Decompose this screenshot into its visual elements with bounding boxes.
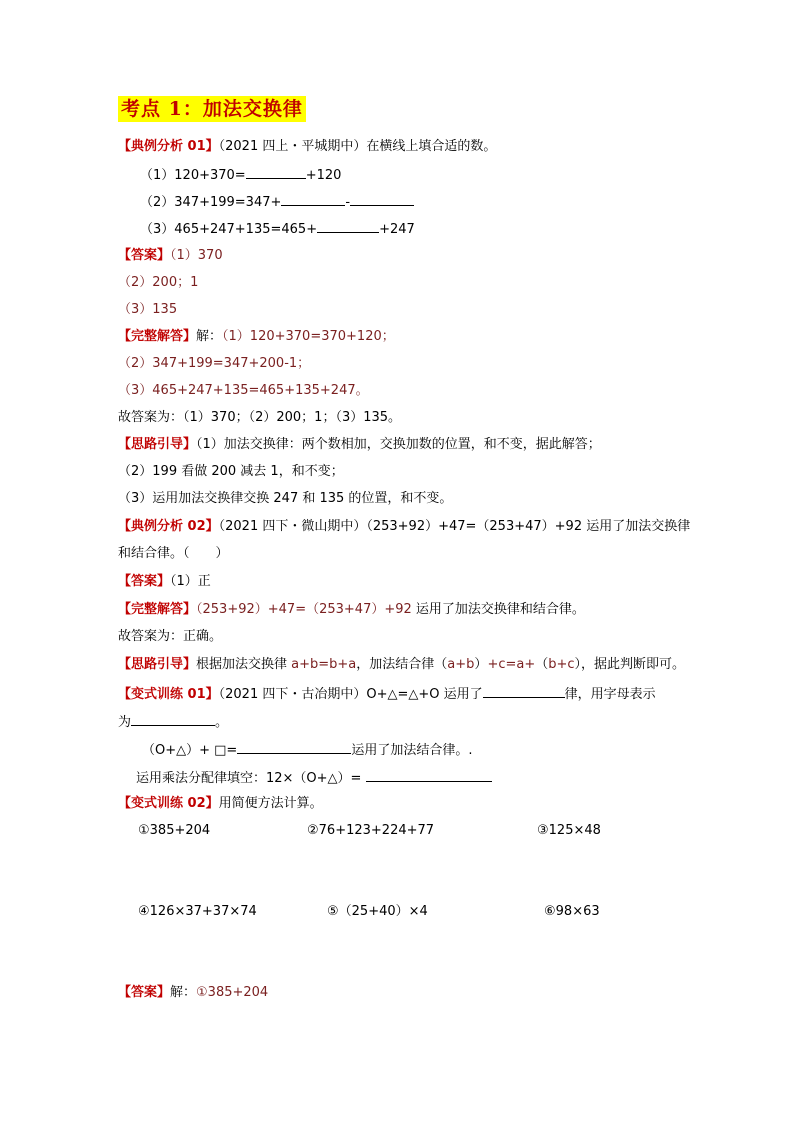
solution-tag: 【完整解答】 <box>118 602 197 617</box>
sub-question-3 <box>140 219 415 239</box>
sub-question-text: - <box>345 195 351 210</box>
solution-text: （3）465+247+135=465+135+247。 <box>118 383 369 398</box>
sub-question-text: （3）465+247+135=465+ <box>140 222 318 237</box>
answer-blank[interactable] <box>317 219 379 233</box>
hint-formula: b+c <box>548 657 575 672</box>
hint-text: ），据此判断即可。 <box>574 657 686 672</box>
answer-text: （3）135 <box>118 302 178 317</box>
answer-blank[interactable] <box>131 712 215 726</box>
answer-tag: 【答案】 <box>118 248 171 263</box>
hint-text: 根据加法交换律 <box>196 657 292 672</box>
sub-question-text: （1）120+370= <box>140 168 246 183</box>
answer-blank[interactable] <box>281 192 345 206</box>
problem-1: ①385+204 <box>138 823 211 838</box>
training-1-line-4 <box>136 768 492 788</box>
solution-formula: （253+92）+47=（253+47）+92 <box>196 602 412 617</box>
training-1-line-3 <box>142 740 472 760</box>
sub-question-2 <box>140 192 414 212</box>
problem-4: ④126×37+37×74 <box>138 904 257 919</box>
answer-text: （1）370 <box>170 248 223 263</box>
answer-line <box>118 247 223 265</box>
solution-line <box>118 328 395 346</box>
solution-text: （1）120+370=370+120； <box>222 329 395 344</box>
solution-tag: 【完整解答】 <box>118 329 197 344</box>
answer-lead: 解： <box>170 985 197 1000</box>
topic-title: 考点 1：加法交换律 <box>118 96 306 122</box>
hint-text: ，加法结合律（ <box>356 657 448 672</box>
hint-text: （ <box>535 657 549 672</box>
answer-text: （1）正 <box>170 574 211 589</box>
answer-blank[interactable] <box>350 192 414 206</box>
training-1-line-2 <box>118 712 228 732</box>
hint-formula: +c=a+ <box>487 657 536 672</box>
problem-6: ⑥98×63 <box>544 904 600 919</box>
sub-question-text: +247 <box>379 222 415 237</box>
answer-blank[interactable] <box>366 768 492 782</box>
training-tag: 【变式训练 02】 <box>118 796 219 811</box>
answer-text: （2）200；1 <box>118 275 199 290</box>
answer-tag: 【答案】 <box>118 574 171 589</box>
conclusion-text: 故答案为：（1）370；（2）200；1；（3）135。 <box>118 410 402 425</box>
example-1-question <box>118 138 496 156</box>
answer-blank[interactable] <box>237 740 351 754</box>
problem-5: ⑤（25+40）×4 <box>327 904 428 919</box>
answer-blank[interactable] <box>246 165 306 179</box>
question-text: （O+△）+ □= <box>142 743 238 758</box>
hint-formula: a+b=b+a <box>291 657 357 672</box>
question-text: 和结合律。（ ） <box>118 546 229 561</box>
conclusion-text: 故答案为：正确。 <box>118 629 223 644</box>
question-text: 为 <box>118 715 132 730</box>
question-text: （2021 四下・古冶期中）O+△=△+O 运用了 <box>218 687 483 702</box>
question-text: 运用乘法分配律填空：12×（O+△）= <box>136 771 362 786</box>
question-text: 。 <box>215 715 229 730</box>
hint-text: （2）199 看做 200 减去 1，和不变； <box>118 464 344 479</box>
question-text: 用简便方法计算。 <box>218 796 323 811</box>
training-tag: 【变式训练 01】 <box>118 687 219 702</box>
solution-lead: 解： <box>196 329 223 344</box>
training-1-question <box>118 684 656 704</box>
answer-text: ①385+204 <box>196 985 269 1000</box>
hint-formula: a+b <box>447 657 475 672</box>
example-tag: 【典例分析 02】 <box>118 519 219 534</box>
question-text: （2021 四上・平城期中）在横线上填合适的数。 <box>218 139 497 154</box>
answer-tag: 【答案】 <box>118 985 171 1000</box>
hint-line <box>118 436 601 454</box>
hint-text: ） <box>474 657 488 672</box>
problem-2: ②76+123+224+77 <box>307 823 435 838</box>
solution-line <box>118 601 585 619</box>
answer-line <box>118 984 268 1002</box>
problem-3: ③125×48 <box>537 823 601 838</box>
solution-text: 运用了加法交换律和结合律。 <box>411 602 585 617</box>
hint-tag: 【思路引导】 <box>118 657 197 672</box>
hint-text: （3）运用加法交换律交换 247 和 135 的位置，和不变。 <box>118 491 453 506</box>
example-tag: 【典例分析 01】 <box>118 139 219 154</box>
answer-line <box>118 573 211 591</box>
sub-question-text: （2）347+199=347+ <box>140 195 282 210</box>
solution-text: （2）347+199=347+200-1； <box>118 356 311 371</box>
example-2-question <box>118 518 690 536</box>
sub-question-1 <box>140 165 341 185</box>
training-2-question <box>118 795 323 813</box>
sub-question-text: +120 <box>305 168 342 183</box>
question-text: （2021 四下・微山期中）（253+92）+47=（253+47）+92 运用了加法交换律 <box>218 519 691 534</box>
question-text: 运用了加法结合律。. <box>351 743 473 758</box>
hint-text: （1）加法交换律：两个数相加，交换加数的位置，和不变，据此解答； <box>196 437 601 452</box>
hint-tag: 【思路引导】 <box>118 437 197 452</box>
hint-line <box>118 656 685 674</box>
answer-blank[interactable] <box>483 684 565 698</box>
question-text: 律，用字母表示 <box>564 687 656 702</box>
